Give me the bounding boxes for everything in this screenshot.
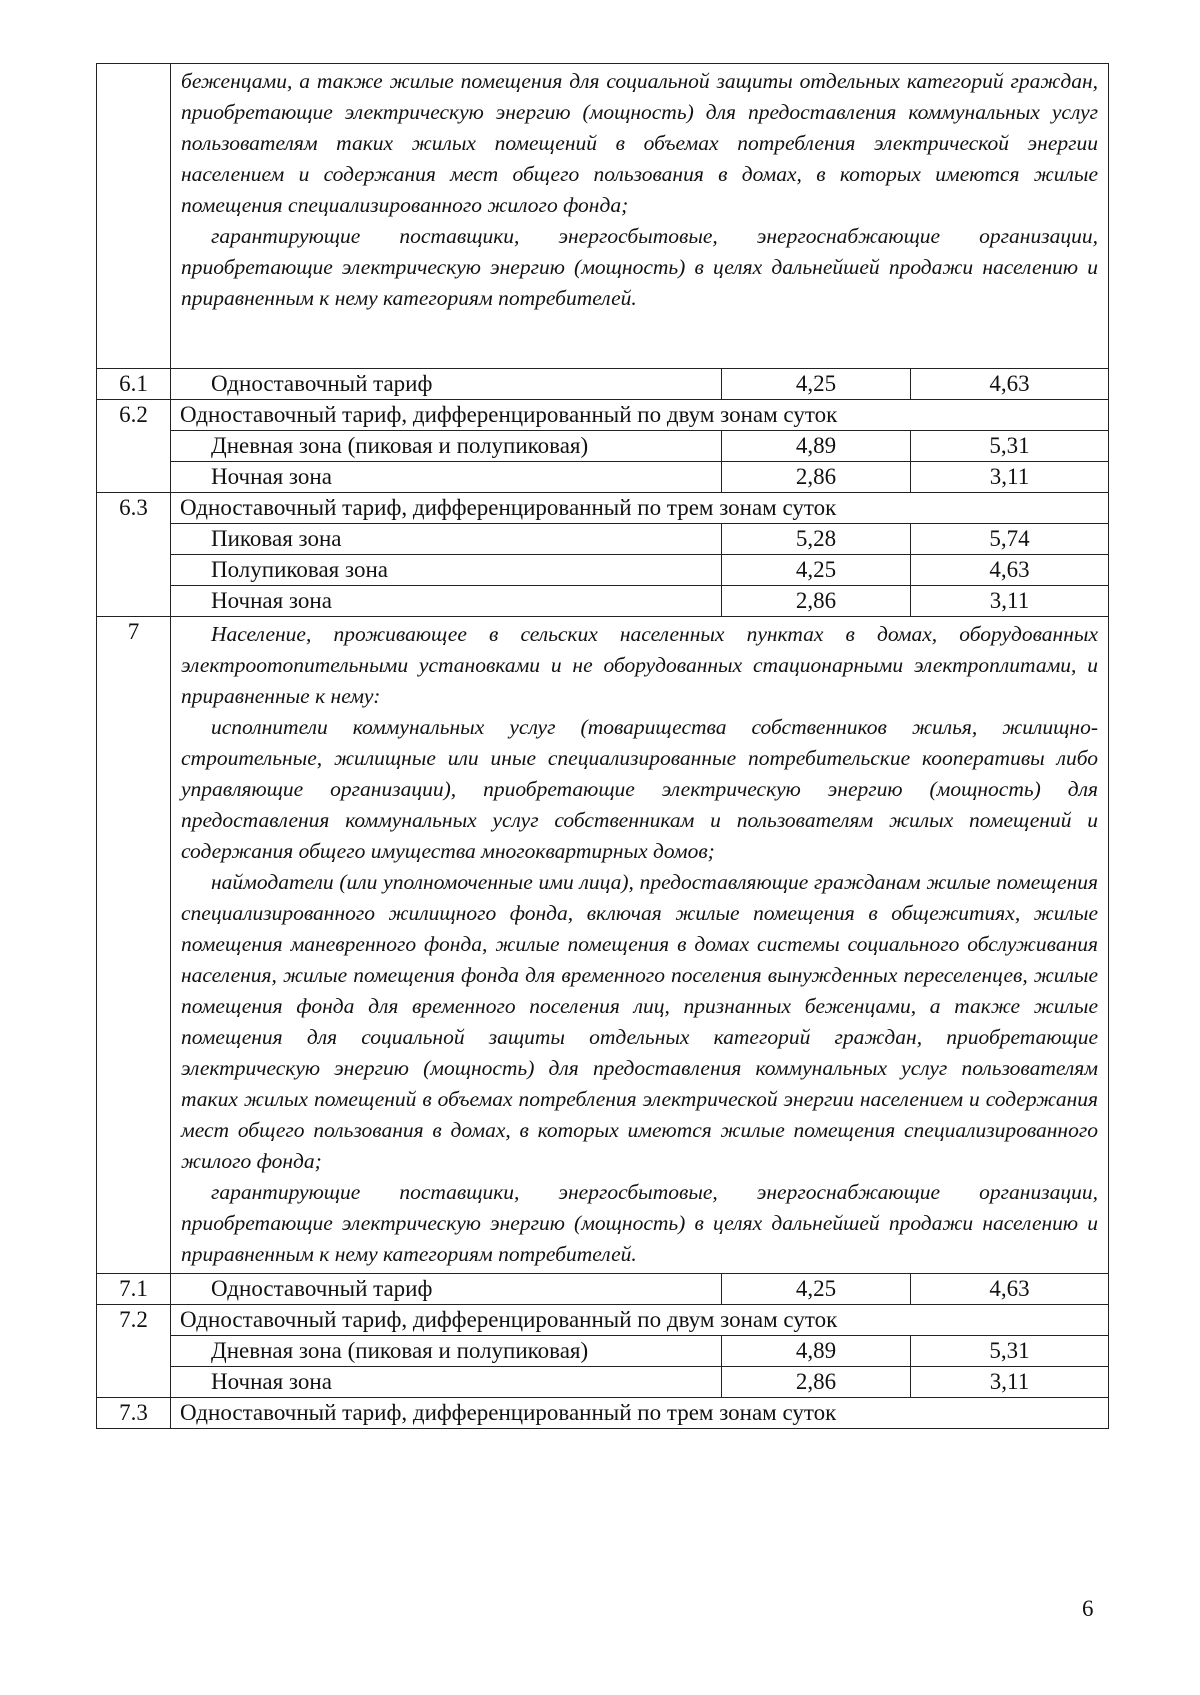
- table-row: [97, 1274, 1109, 1305]
- tariff-value-1: 4,25: [722, 369, 911, 400]
- tariff-label: Дневная зона (пиковая и полупиковая): [171, 431, 722, 462]
- tariff-label: Ночная зона: [171, 462, 722, 493]
- tariff-value-2: 5,31: [911, 1336, 1109, 1367]
- tariff-label: Полупиковая зона: [171, 555, 722, 586]
- tariff-value-2: 5,31: [911, 431, 1109, 462]
- table-row: [97, 400, 1109, 431]
- table-row: [97, 1336, 1109, 1367]
- description-cell: [171, 617, 1109, 1274]
- tariff-group-label: Одноставочный тариф, дифференцированный по трем зонам суток: [171, 1398, 1109, 1429]
- tariff-label: Дневная зона (пиковая и полупиковая): [171, 1336, 722, 1367]
- table-row: [97, 1305, 1109, 1336]
- description-cell: [171, 64, 1109, 369]
- tariff-value-1: 4,89: [722, 1336, 911, 1367]
- row-number: 7.1: [97, 1274, 171, 1305]
- paragraph: гарантирующие поставщики, энергосбытовые, энергоснабжающие организации, приобретающие электрическую энергию (мощность) в целях дальнейшей продажи населению и приравненным к нему категориям потребителей.: [181, 224, 1098, 310]
- paragraph: наймодатели (или уполномоченные ими лица), предоставляющие гражданам жилые помещения специализированного жилищного фонда, включая жилые помещения в общежитиях, жилые помещения маневренного фонда, жилые помещения в домах системы социального обслуживания населения, жилые помещения фонда для временного поселения вынужденных переселенцев, жилые помещения фонда для временного поселения лиц, признанных беженцами, а также жилые помещения для социальной защиты отдельных категорий граждан, приобретающие электрическую энергию (мощность) для предоставления коммунальных услуг пользователям таких жилых помещений в объемах потребления электрической энергии населением и содержания мест общего пользования в домах, в которых имеются жилые помещения специализированного жилого фонда;: [181, 870, 1098, 1173]
- tariff-label: Пиковая зона: [171, 524, 722, 555]
- paragraph: гарантирующие поставщики, энергосбытовые, энергоснабжающие организации, приобретающие электрическую энергию (мощность) в целях дальнейшей продажи населению и приравненным к нему категориям потребителей.: [181, 1180, 1098, 1266]
- tariff-value-1: 4,25: [722, 1274, 911, 1305]
- table-row: [97, 369, 1109, 400]
- tariff-document: [96, 63, 1108, 1429]
- tariff-value-1: 4,25: [722, 555, 911, 586]
- table-row: [97, 617, 1109, 1274]
- tariff-table: [96, 63, 1109, 1429]
- tariff-label: Одноставочный тариф: [171, 1274, 722, 1305]
- table-row: [97, 431, 1109, 462]
- tariff-value-1: 2,86: [722, 462, 911, 493]
- row-number: 6.2: [97, 400, 171, 493]
- table-row: [97, 1398, 1109, 1429]
- tariff-label: Ночная зона: [171, 1367, 722, 1398]
- tariff-value-2: 4,63: [911, 369, 1109, 400]
- table-row: [97, 462, 1109, 493]
- paragraph: исполнители коммунальных услуг (товарищества собственников жилья, жилищно-строительные, жилищные или иные специализированные потребительские кооперативы либо управляющие организации), приобретающие электрическую энергию (мощность) для предоставления коммунальных услуг собственникам и пользователям жилых помещений и содержания общего имущества многоквартирных домов;: [181, 715, 1098, 863]
- tariff-value-2: 4,63: [911, 555, 1109, 586]
- row-number: [97, 64, 171, 369]
- paragraph: Население, проживающее в сельских населенных пунктах в домах, оборудованных электроотопительными установками и не оборудованных стационарными электроплитами, и приравненные к нему:: [181, 622, 1098, 708]
- tariff-value-2: 3,11: [911, 462, 1109, 493]
- paragraph: беженцами, а также жилые помещения для социальной защиты отдельных категорий граждан, приобретающие электрическую энергию (мощность) для предоставления коммунальных услуг пользователям таких жилых помещений в объемах потребления электрической энергии населением и содержания мест общего пользования в домах, в которых имеются жилые помещения специализированного жилого фонда;: [181, 69, 1098, 217]
- row-number: 7: [97, 617, 171, 1274]
- tariff-value-1: 2,86: [722, 586, 911, 617]
- table-row: [97, 1367, 1109, 1398]
- table-row: [97, 64, 1109, 369]
- tariff-label: Ночная зона: [171, 586, 722, 617]
- tariff-value-1: 2,86: [722, 1367, 911, 1398]
- tariff-value-2: 5,74: [911, 524, 1109, 555]
- tariff-group-label: Одноставочный тариф, дифференцированный по двум зонам суток: [171, 1305, 1109, 1336]
- page-number: 6: [1082, 1596, 1094, 1621]
- tariff-value-1: 4,89: [722, 431, 911, 462]
- tariff-value-2: 3,11: [911, 586, 1109, 617]
- tariff-label: Одноставочный тариф: [171, 369, 722, 400]
- tariff-value-1: 5,28: [722, 524, 911, 555]
- row-number: 6.1: [97, 369, 171, 400]
- table-row: [97, 524, 1109, 555]
- tariff-group-label: Одноставочный тариф, дифференцированный по трем зонам суток: [171, 493, 1109, 524]
- table-row: [97, 586, 1109, 617]
- row-number: 7.3: [97, 1398, 171, 1429]
- tariff-group-label: Одноставочный тариф, дифференцированный по двум зонам суток: [171, 400, 1109, 431]
- tariff-value-2: 3,11: [911, 1367, 1109, 1398]
- row-number: 7.2: [97, 1305, 171, 1398]
- table-row: [97, 493, 1109, 524]
- tariff-value-2: 4,63: [911, 1274, 1109, 1305]
- row-number: 6.3: [97, 493, 171, 617]
- table-row: [97, 555, 1109, 586]
